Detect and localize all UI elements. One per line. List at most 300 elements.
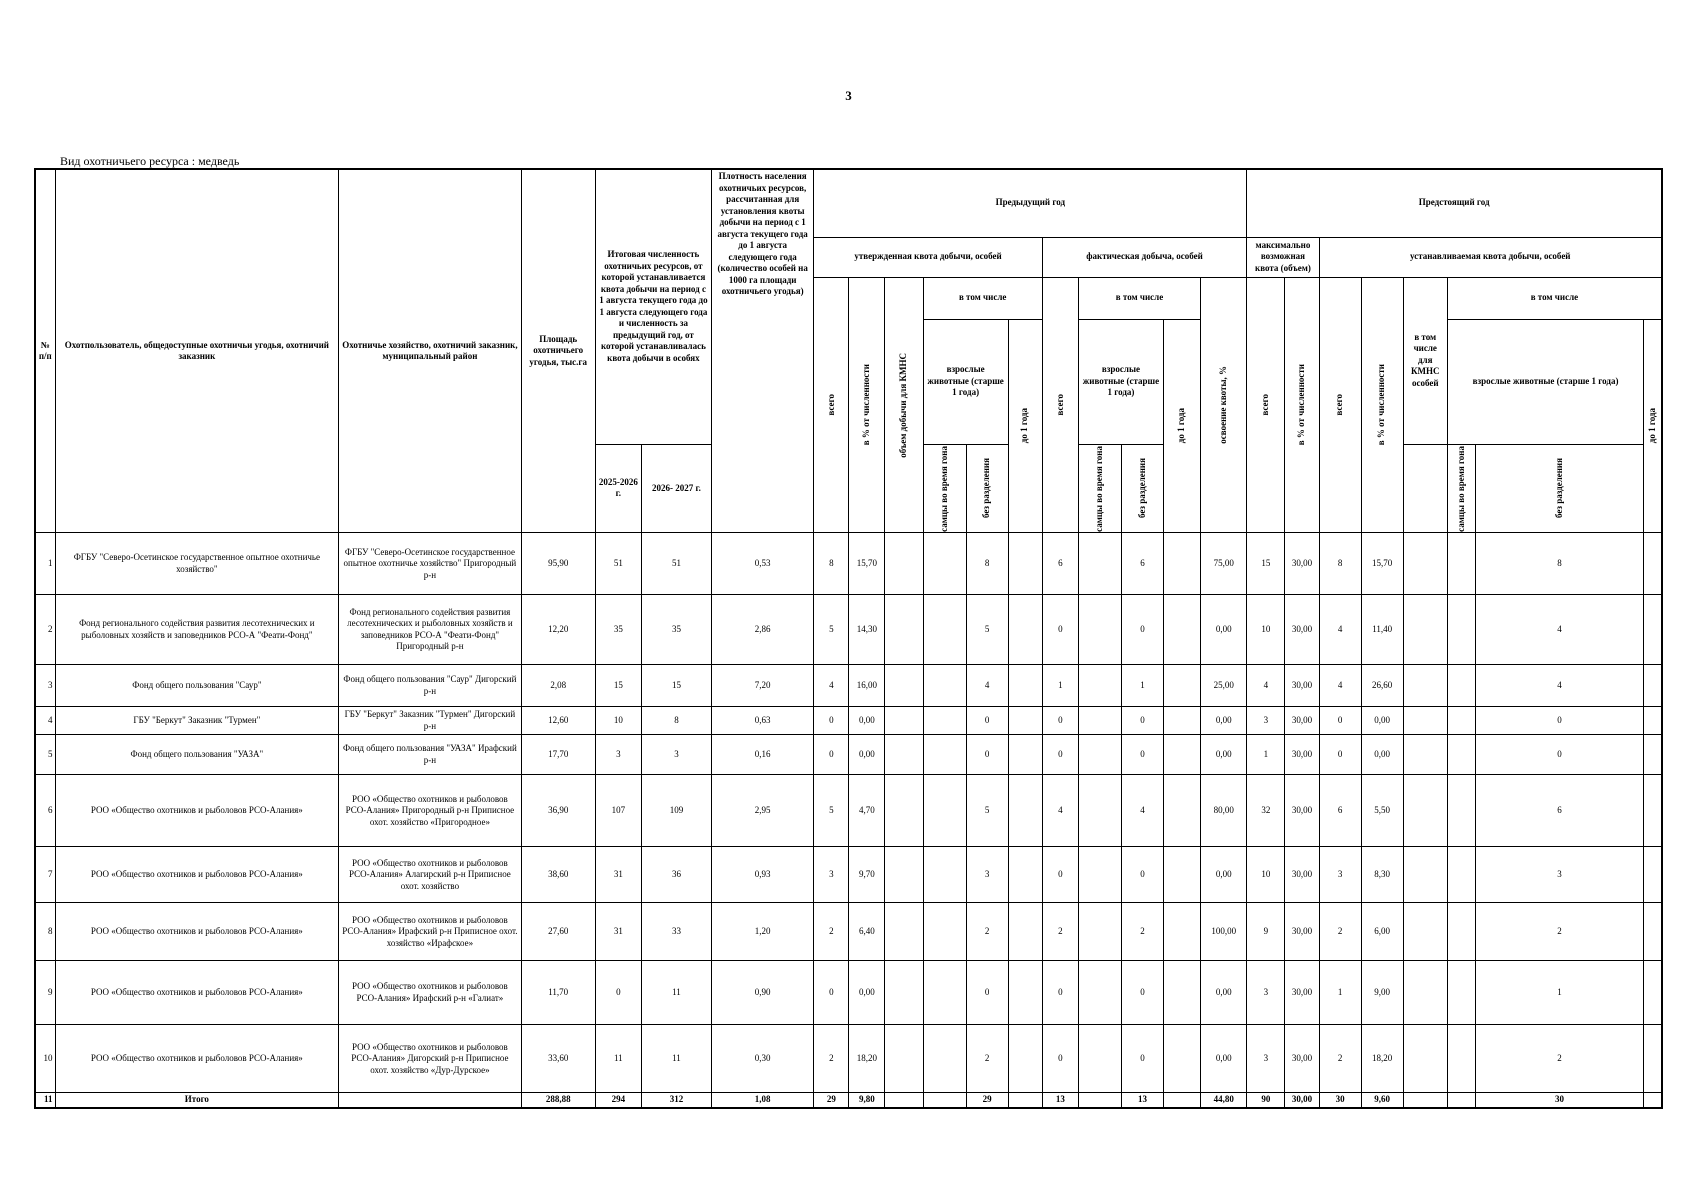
cell-c25: 107 [595,775,641,847]
cell-s-u1 [1644,735,1662,775]
cell-a-total: 5 [814,775,849,847]
cell-c26: 15 [641,665,711,707]
cell-f-total: 0 [1042,707,1078,735]
cell-s-total: 4 [1319,595,1361,665]
cell-a-nosplit: 8 [966,533,1008,595]
cell-n: 7 [35,847,55,903]
cell-s-u1 [1644,1093,1662,1108]
table-body [35,533,1662,1108]
actual-under1-header: до 1 года [1176,408,1187,444]
cell-m-pct: 30,00 [1285,595,1319,665]
cell-s-nosplit: 4 [1475,595,1643,665]
cell-a-kmns [885,903,923,961]
cell-a-nosplit: 0 [966,707,1008,735]
cell-farm: Фонд регионального содействия развития лесотехнических и рыболовных хозяйств и заповедников РСО-А "Феати-Фонд" Пригородный р-н [339,595,521,665]
cell-f-nosplit: 6 [1121,533,1163,595]
cell-s-pct: 9,60 [1361,1093,1403,1108]
col-num-header: № п/п [35,169,55,533]
cell-use: 0,00 [1201,707,1247,735]
cell-s-males [1447,847,1475,903]
cell-s-males [1447,961,1475,1025]
cell-a-males [923,847,966,903]
cell-a-nosplit: 0 [966,961,1008,1025]
table-row [35,735,1662,775]
cell-n: 10 [35,1025,55,1093]
cell-a-nosplit: 2 [966,1025,1008,1093]
cell-farm: РОО «Общество охотников и рыболовов РСО-Алания» Ирафский р-н «Галиат» [339,961,521,1025]
cell-a-males [923,775,966,847]
cell-s-nosplit: 6 [1475,775,1643,847]
cell-f-total: 13 [1042,1093,1078,1108]
table-row [35,961,1662,1025]
cell-s-kmns [1403,847,1447,903]
cell-n: 2 [35,595,55,665]
cell-use: 75,00 [1201,533,1247,595]
cell-c25: 11 [595,1025,641,1093]
cell-a-males [923,961,966,1025]
cell-s-u1 [1644,1025,1662,1093]
cell-f-total: 4 [1042,775,1078,847]
cell-f-males [1078,595,1121,665]
col-total-count-header: Итоговая численность охотничьих ресурсов, от которой устанавливается квота добычи на период с 1 августа текущего года до 1 августа следующего года и численность за предыдущий год, от которой устанавливалась квота добычи в особях [595,169,711,444]
cell-a-pct: 9,80 [849,1093,885,1108]
cell-a-u1 [1008,847,1042,903]
table-row [35,665,1662,707]
cell-farm: РОО «Общество охотников и рыболовов РСО-Алания» Дигорский р-н Приписное охот. хозяйство «Дур-Дурское» [339,1025,521,1093]
approved-nosplit-header: без разделения [981,458,992,519]
cell-s-pct: 6,00 [1361,903,1403,961]
cell-a-total: 0 [814,961,849,1025]
cell-s-total: 6 [1319,775,1361,847]
cell-m-pct: 30,00 [1285,775,1319,847]
approved-under1-header: до 1 года [1019,408,1030,444]
cell-a-kmns [885,707,923,735]
cell-a-kmns [885,533,923,595]
cell-f-total: 2 [1042,903,1078,961]
quota-table [34,168,1663,1109]
cell-user: РОО «Общество охотников и рыболовов РСО-Алания» [55,903,339,961]
cell-a-total: 2 [814,1025,849,1093]
col-density-header: Плотность населения охотничьих ресурсов, рассчитанная для установления квоты добычи на период с 1 августа текущего года до 1 августа следующего года (количество особей на 1000 га площади охотничьего угодья) [712,169,814,533]
cell-s-nosplit: 0 [1475,707,1643,735]
cell-user: Фонд общего пользования "УАЗА" [55,735,339,775]
cell-c26: 35 [641,595,711,665]
cell-s-pct: 26,60 [1361,665,1403,707]
cell-f-u1 [1164,961,1201,1025]
cell-s-kmns [1403,735,1447,775]
cell-m-total: 4 [1247,665,1285,707]
cell-farm: ФГБУ "Северо-Осетинское государственное опытное охотничье хозяйство" Пригородный р-н [339,533,521,595]
cell-s-males [1447,595,1475,665]
actual-adults-header: взрослые животные (старше 1 года) [1078,319,1163,444]
cell-a-pct: 18,20 [849,1025,885,1093]
cell-farm: ГБУ "Беркут" Заказник "Турмен" Дигорский р-н [339,707,521,735]
cell-area: 95,90 [521,533,595,595]
cell-s-total: 0 [1319,707,1361,735]
cell-a-total: 8 [814,533,849,595]
cell-use: 44,80 [1201,1093,1247,1108]
cell-c26: 11 [641,1025,711,1093]
cell-a-males [923,903,966,961]
cell-f-total: 0 [1042,961,1078,1025]
cell-f-u1 [1164,735,1201,775]
cell-m-total: 3 [1247,1025,1285,1093]
cell-s-nosplit: 0 [1475,735,1643,775]
cell-a-nosplit: 2 [966,903,1008,961]
cell-m-pct: 30,00 [1285,707,1319,735]
cell-a-total: 5 [814,595,849,665]
col-farm-header: Охотничье хозяйство, охотничий заказник, муниципальный район [339,169,521,533]
cell-density: 0,30 [712,1025,814,1093]
cell-m-total: 10 [1247,847,1285,903]
approved-pct-header: в % от численности [861,364,872,446]
set-males-header: самцы во время гона [1455,445,1466,532]
actual-incl-header: в том числе [1078,277,1200,319]
cell-f-males [1078,665,1121,707]
cell-c26: 11 [641,961,711,1025]
cell-s-pct: 8,30 [1361,847,1403,903]
cell-a-u1 [1008,775,1042,847]
cell-m-total: 90 [1247,1093,1285,1108]
cell-s-total: 4 [1319,665,1361,707]
set-incl-header: в том числе [1447,277,1662,319]
table-row [35,707,1662,735]
cell-a-nosplit: 5 [966,775,1008,847]
cell-s-nosplit: 4 [1475,665,1643,707]
cell-m-pct: 30,00 [1285,1093,1319,1108]
cell-s-kmns [1403,707,1447,735]
col-user-header: Охотпользователь, общедоступные охотничьи угодья, охотничий заказник [55,169,339,533]
cell-m-pct: 30,00 [1285,847,1319,903]
cell-f-nosplit: 1 [1121,665,1163,707]
cell-a-u1 [1008,533,1042,595]
cell-s-total: 3 [1319,847,1361,903]
cell-s-total: 1 [1319,961,1361,1025]
cell-s-u1 [1644,775,1662,847]
cell-s-males [1447,775,1475,847]
cell-s-nosplit: 8 [1475,533,1643,595]
cell-user: ФГБУ "Северо-Осетинское государственное опытное охотничье хозяйство" [55,533,339,595]
cell-s-pct: 0,00 [1361,735,1403,775]
cell-s-nosplit: 2 [1475,1025,1643,1093]
page-number: 3 [845,88,852,103]
cell-a-total: 4 [814,665,849,707]
cell-c26: 312 [641,1093,711,1108]
cell-area: 38,60 [521,847,595,903]
cell-n: 11 [35,1093,55,1108]
cell-farm [339,1093,521,1108]
cell-n: 4 [35,707,55,735]
cell-density: 0,90 [712,961,814,1025]
set-total-header: всего [1334,394,1345,416]
actual-total-header: всего [1054,394,1065,416]
cell-use: 80,00 [1201,775,1247,847]
cell-m-total: 32 [1247,775,1285,847]
cell-a-total: 29 [814,1093,849,1108]
cell-n: 1 [35,533,55,595]
set-kmns-header: в том числе для КМНС особей [1403,277,1447,444]
approved-incl-header: в том числе [923,277,1042,319]
cell-s-kmns [1403,665,1447,707]
cell-density: 1,08 [712,1093,814,1108]
cell-s-total: 2 [1319,903,1361,961]
cell-s-males [1447,735,1475,775]
cell-a-u1 [1008,707,1042,735]
cell-s-pct: 15,70 [1361,533,1403,595]
cell-s-pct: 0,00 [1361,707,1403,735]
cell-a-nosplit: 4 [966,665,1008,707]
cell-s-males [1447,665,1475,707]
cell-a-males [923,533,966,595]
cell-f-nosplit: 0 [1121,707,1163,735]
cell-s-u1 [1644,961,1662,1025]
cell-s-kmns [1403,903,1447,961]
max-pct-header: в % от численности [1296,364,1307,446]
cell-f-males [1078,1093,1121,1108]
cell-s-u1 [1644,707,1662,735]
cell-c26: 51 [641,533,711,595]
cell-n: 9 [35,961,55,1025]
cell-a-males [923,665,966,707]
cell-a-pct: 16,00 [849,665,885,707]
cell-area: 27,60 [521,903,595,961]
col-2025-header: 2025-2026 г. [595,444,641,533]
cell-a-total: 0 [814,735,849,775]
cell-a-pct: 15,70 [849,533,885,595]
cell-a-kmns [885,595,923,665]
cell-f-males [1078,775,1121,847]
approved-adults-header: взрослые животные (старше 1 года) [923,319,1008,444]
cell-m-pct: 30,00 [1285,903,1319,961]
cell-a-kmns [885,1093,923,1108]
cell-f-males [1078,533,1121,595]
cell-area: 11,70 [521,961,595,1025]
cell-s-kmns [1403,961,1447,1025]
cell-f-u1 [1164,775,1201,847]
cell-c25: 3 [595,735,641,775]
cell-s-kmns [1403,1025,1447,1093]
cell-c25: 10 [595,707,641,735]
cell-f-total: 0 [1042,735,1078,775]
cell-f-nosplit: 0 [1121,1025,1163,1093]
cell-f-nosplit: 0 [1121,595,1163,665]
cell-f-nosplit: 0 [1121,847,1163,903]
cell-c25: 35 [595,595,641,665]
cell-use: 0,00 [1201,735,1247,775]
cell-m-total: 1 [1247,735,1285,775]
cell-density: 0,16 [712,735,814,775]
cell-a-kmns [885,665,923,707]
cell-s-u1 [1644,665,1662,707]
cell-a-kmns [885,961,923,1025]
cell-f-u1 [1164,665,1201,707]
cell-user: Фонд общего пользования "Саур" [55,665,339,707]
cell-a-total: 3 [814,847,849,903]
prev-year-header: Предыдущий год [814,169,1247,237]
cell-user: Итого [55,1093,339,1108]
cell-density: 0,53 [712,533,814,595]
cell-n: 8 [35,903,55,961]
cell-c25: 0 [595,961,641,1025]
cell-a-u1 [1008,961,1042,1025]
cell-use: 0,00 [1201,847,1247,903]
cell-f-males [1078,847,1121,903]
cell-a-total: 2 [814,903,849,961]
col-2026-header: 2026- 2027 г. [641,444,711,533]
cell-s-nosplit: 1 [1475,961,1643,1025]
cell-s-males [1447,1025,1475,1093]
actual-males-header: самцы во время гона [1094,445,1105,532]
cell-s-pct: 9,00 [1361,961,1403,1025]
cell-f-nosplit: 4 [1121,775,1163,847]
cell-f-u1 [1164,595,1201,665]
cell-c25: 31 [595,903,641,961]
cell-f-u1 [1164,533,1201,595]
cell-a-u1 [1008,1093,1042,1108]
cell-s-total: 0 [1319,735,1361,775]
quota-use-header: освоение квоты, % [1217,366,1228,444]
cell-m-total: 3 [1247,961,1285,1025]
max-quota-header: максимально возможная квота (объем) [1247,237,1319,277]
cell-f-males [1078,707,1121,735]
cell-a-u1 [1008,735,1042,775]
cell-m-total: 10 [1247,595,1285,665]
cell-a-pct: 0,00 [849,961,885,1025]
table-row [35,775,1662,847]
approved-quota-header: утвержденная квота добычи, особей [814,237,1043,277]
cell-c26: 36 [641,847,711,903]
set-pct-header: в % от численности [1376,364,1387,446]
cell-a-males [923,1093,966,1108]
cell-f-u1 [1164,1025,1201,1093]
cell-use: 0,00 [1201,961,1247,1025]
cell-a-males [923,1025,966,1093]
approved-males-header: самцы во время гона [938,445,949,532]
cell-f-nosplit: 0 [1121,735,1163,775]
cell-area: 288,88 [521,1093,595,1108]
cell-a-u1 [1008,665,1042,707]
approved-total-header: всего [825,394,836,416]
cell-density: 0,63 [712,707,814,735]
cell-s-males [1447,1093,1475,1108]
cell-use: 25,00 [1201,665,1247,707]
cell-m-pct: 30,00 [1285,1025,1319,1093]
cell-s-males [1447,533,1475,595]
cell-area: 12,60 [521,707,595,735]
cell-farm: Фонд общего пользования "УАЗА" Ирафский р-н [339,735,521,775]
cell-c25: 294 [595,1093,641,1108]
cell-m-total: 15 [1247,533,1285,595]
table-row [35,595,1662,665]
cell-f-u1 [1164,1093,1201,1108]
cell-m-total: 9 [1247,903,1285,961]
cell-user: РОО «Общество охотников и рыболовов РСО-Алания» [55,961,339,1025]
max-total-header: всего [1260,394,1271,416]
cell-a-kmns [885,735,923,775]
cell-f-nosplit: 0 [1121,961,1163,1025]
cell-n: 5 [35,735,55,775]
cell-s-nosplit: 30 [1475,1093,1643,1108]
cell-f-nosplit: 13 [1121,1093,1163,1108]
cell-farm: РОО «Общество охотников и рыболовов РСО-Алания» Алагирский р-н Приписное охот. хозяйство [339,847,521,903]
cell-user: РОО «Общество охотников и рыболовов РСО-Алания» [55,775,339,847]
cell-area: 17,70 [521,735,595,775]
cell-a-kmns [885,1025,923,1093]
cell-farm: РОО «Общество охотников и рыболовов РСО-Алания» Пригородный р-н Приписное охот. хозяйство «Пригородное» [339,775,521,847]
cell-s-kmns [1403,533,1447,595]
cell-a-males [923,707,966,735]
cell-a-nosplit: 0 [966,735,1008,775]
table-row [35,533,1662,595]
next-year-header: Предстоящий год [1247,169,1662,237]
cell-a-u1 [1008,595,1042,665]
cell-a-nosplit: 3 [966,847,1008,903]
cell-a-pct: 4,70 [849,775,885,847]
resource-label: Вид охотничьего ресурса : медведь [60,154,240,168]
cell-a-total: 0 [814,707,849,735]
cell-farm: Фонд общего пользования "Саур" Дигорский р-н [339,665,521,707]
cell-density: 2,95 [712,775,814,847]
approved-kmns-header: объем добычи для КМНС [898,352,909,458]
set-adults-header: взрослые животные (старше 1 года) [1447,319,1643,444]
cell-a-pct: 14,30 [849,595,885,665]
cell-s-males [1447,707,1475,735]
cell-s-u1 [1644,847,1662,903]
cell-area: 33,60 [521,1025,595,1093]
col-area-header: Площадь охотничьего угодья, тыс.га [521,169,595,533]
cell-m-pct: 30,00 [1285,533,1319,595]
cell-user: ГБУ "Беркут" Заказник "Турмен" [55,707,339,735]
cell-s-pct: 5,50 [1361,775,1403,847]
cell-user: РОО «Общество охотников и рыболовов РСО-Алания» [55,847,339,903]
cell-f-total: 0 [1042,595,1078,665]
cell-area: 36,90 [521,775,595,847]
cell-s-males [1447,903,1475,961]
cell-density: 7,20 [712,665,814,707]
cell-m-pct: 30,00 [1285,665,1319,707]
cell-f-total: 0 [1042,1025,1078,1093]
cell-s-total: 2 [1319,1025,1361,1093]
cell-f-u1 [1164,847,1201,903]
cell-f-nosplit: 2 [1121,903,1163,961]
cell-a-pct: 6,40 [849,903,885,961]
cell-a-nosplit: 5 [966,595,1008,665]
cell-s-kmns [1403,775,1447,847]
cell-n: 3 [35,665,55,707]
cell-user: РОО «Общество охотников и рыболовов РСО-Алания» [55,1025,339,1093]
cell-use: 100,00 [1201,903,1247,961]
cell-use: 0,00 [1201,1025,1247,1093]
cell-a-males [923,735,966,775]
cell-f-males [1078,1025,1121,1093]
cell-farm: РОО «Общество охотников и рыболовов РСО-Алания» Ирафский р-н Приписное охот. хозяйство «Ирафское» [339,903,521,961]
cell-c25: 51 [595,533,641,595]
cell-s-total: 30 [1319,1093,1361,1108]
cell-f-total: 1 [1042,665,1078,707]
cell-c26: 109 [641,775,711,847]
cell-a-nosplit: 29 [966,1093,1008,1108]
cell-a-u1 [1008,1025,1042,1093]
cell-f-u1 [1164,707,1201,735]
cell-c26: 3 [641,735,711,775]
cell-c26: 8 [641,707,711,735]
actual-harvest-header: фактическая добыча, особей [1042,237,1247,277]
cell-density: 1,20 [712,903,814,961]
cell-f-males [1078,903,1121,961]
set-under1-header: до 1 года [1646,408,1657,444]
cell-s-kmns [1403,1093,1447,1108]
cell-s-u1 [1644,533,1662,595]
